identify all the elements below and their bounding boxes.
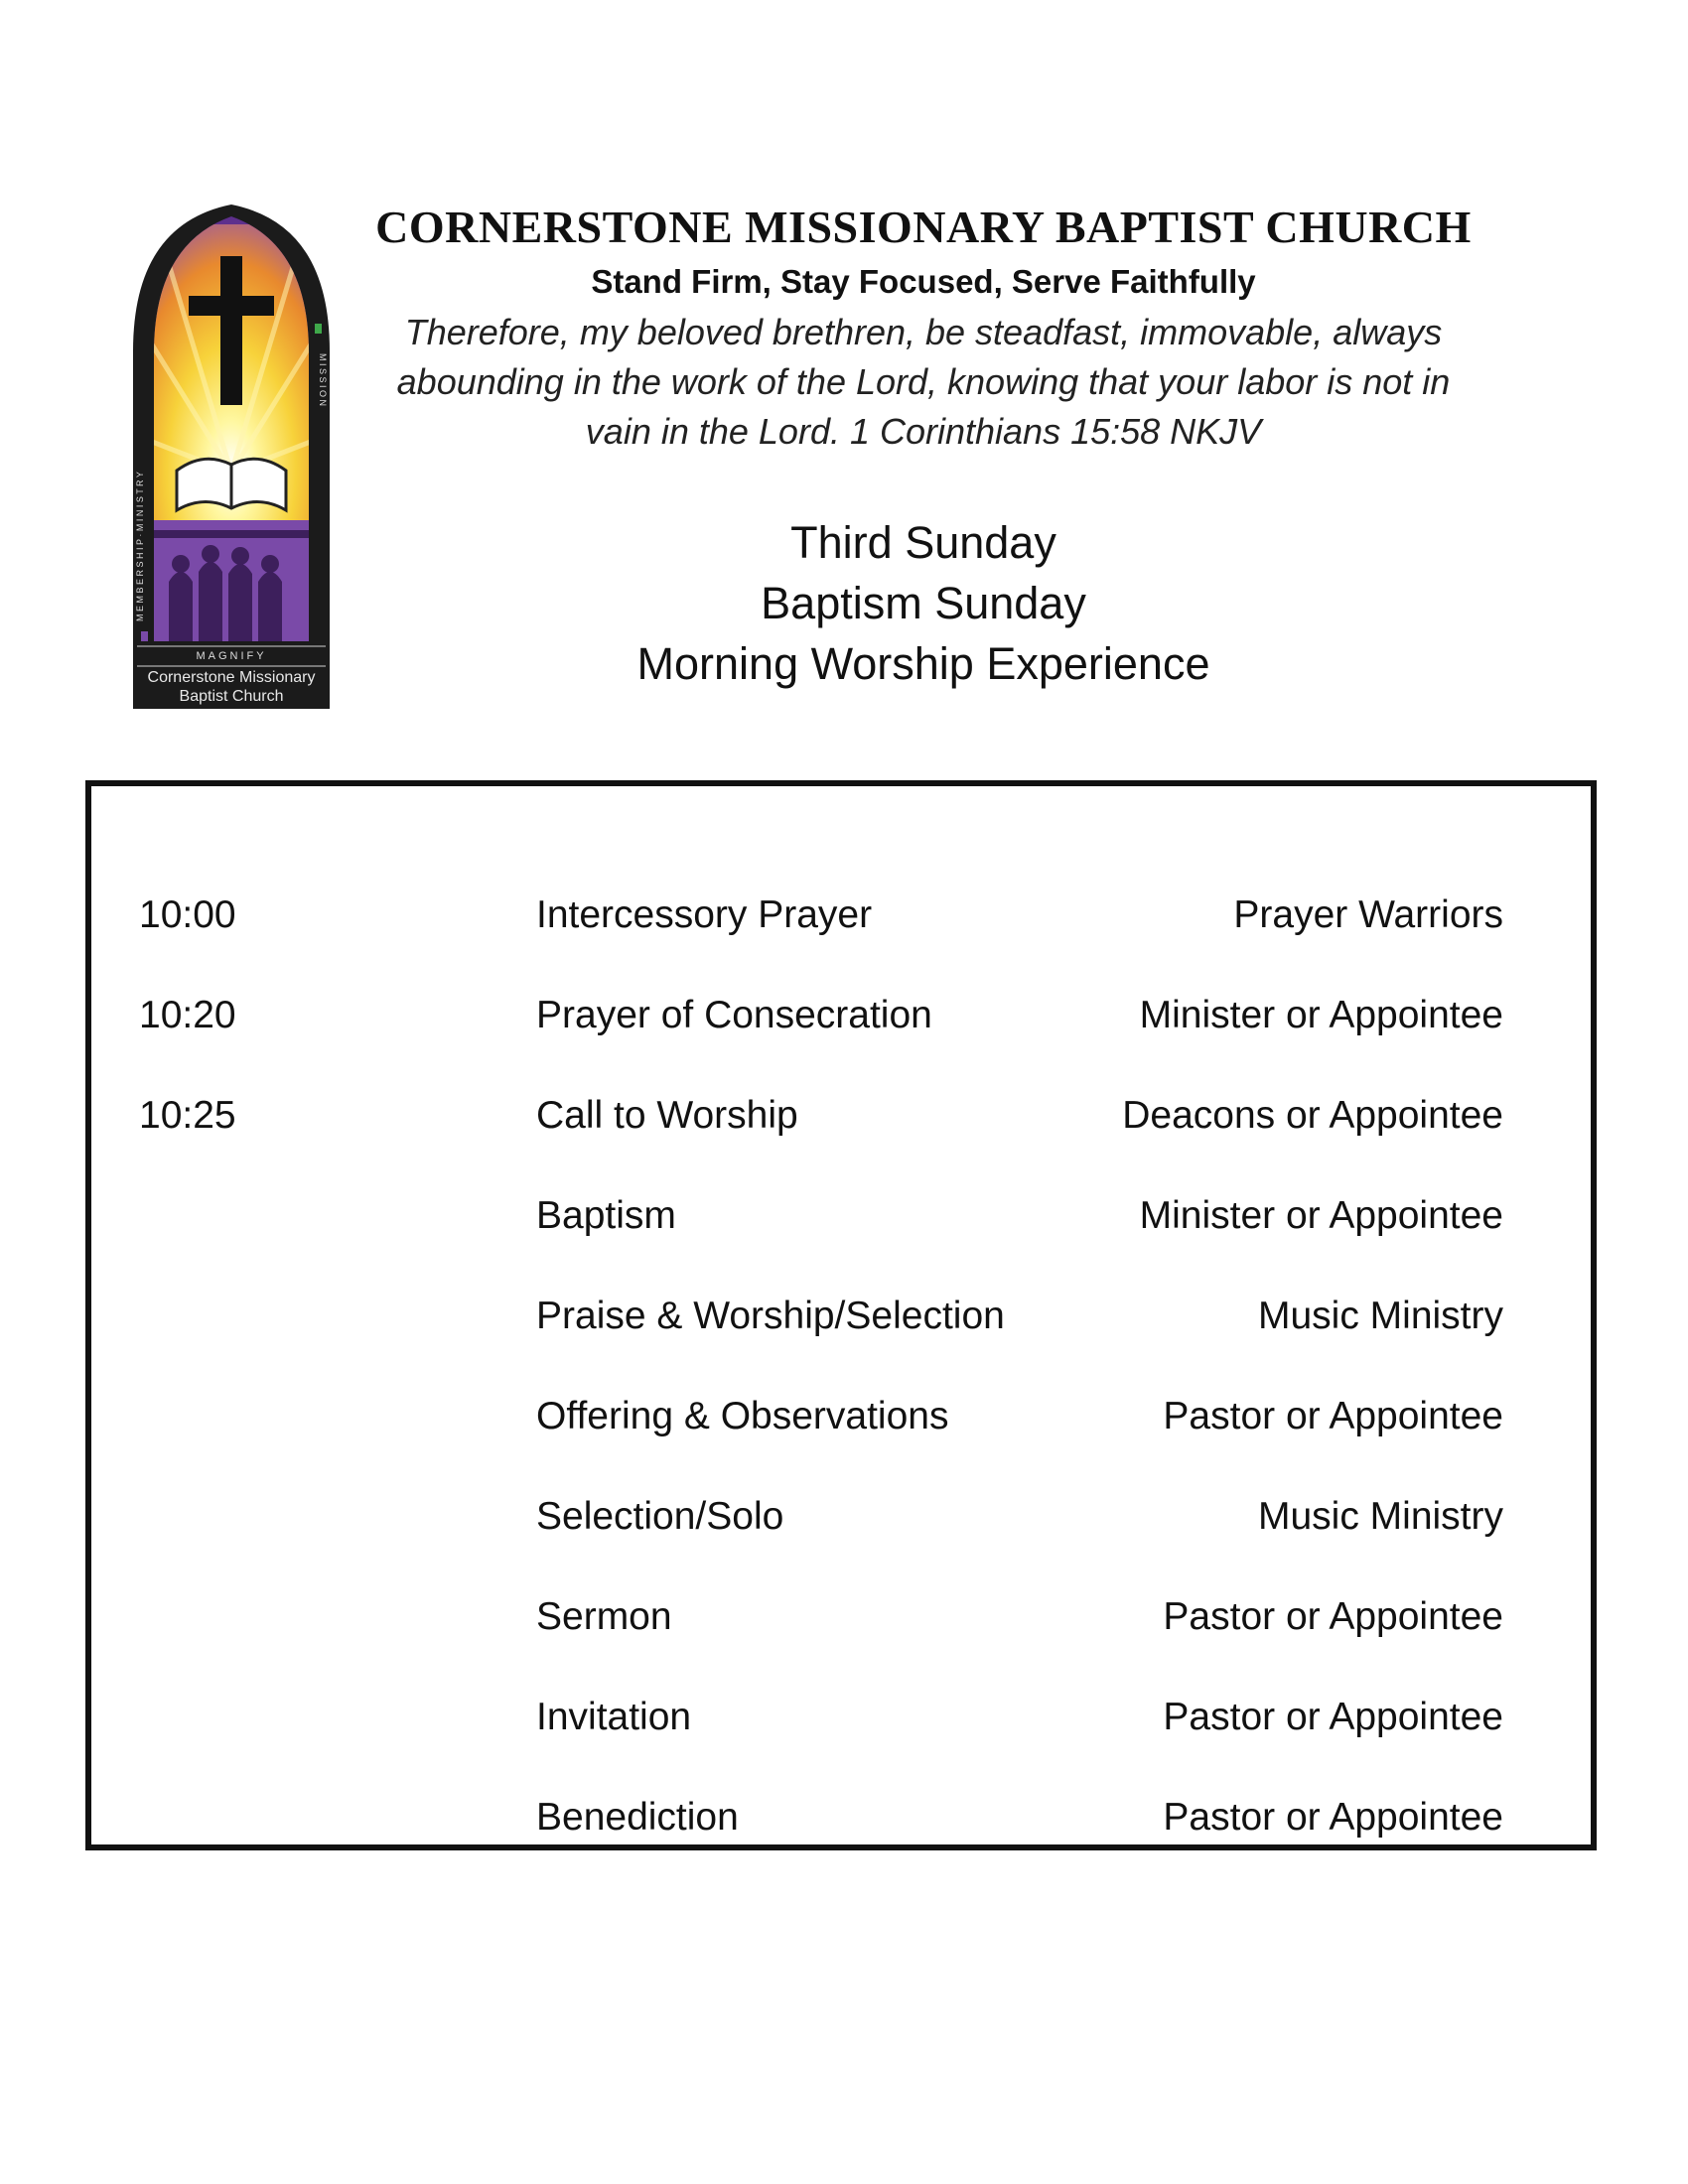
program-row [91,1293,1591,1393]
program-row [91,1092,1591,1192]
program-row [91,1393,1591,1493]
program-item: Intercessory Prayer [536,893,873,936]
church-name: CORNERSTONE MISSIONARY BAPTIST CHURCH [375,202,1472,252]
program-item: Offering & Observations [536,1395,949,1437]
program-item: Benediction [536,1796,739,1839]
order-of-service-box [85,780,1597,1850]
program-item: Prayer of Consecration [536,994,932,1036]
program-row [91,1794,1591,1850]
program-item: Selection/Solo [536,1495,784,1538]
open-book-icon [177,459,286,510]
program-leader: Pastor or Appointee [1163,1796,1503,1839]
scripture-line: Therefore, my beloved brethren, be steadfast, immovable, always [404,312,1443,352]
scripture-line: vain in the Lord. 1 Corinthians 15:58 NKJV [585,411,1262,452]
order-of-service-list [91,891,1591,1850]
program-leader: Music Ministry [1257,1495,1503,1538]
program-leader: Minister or Appointee [1139,1194,1503,1237]
program-leader: Music Ministry [1257,1295,1503,1337]
program-leader: Pastor or Appointee [1163,1395,1503,1437]
service-week: Third Sunday [790,517,1056,568]
svg-text:M I S S I O N: M I S S I O N [318,353,328,407]
program-row [91,1593,1591,1694]
program-row [91,1192,1591,1293]
program-leader: Minister or Appointee [1139,994,1503,1036]
scripture-quote [357,308,1489,457]
program-item: Praise & Worship/Selection [536,1295,1005,1337]
service-name: Morning Worship Experience [636,638,1210,689]
program-time: 10:20 [139,994,236,1036]
service-titles [338,512,1509,694]
program-time: 10:25 [139,1094,236,1137]
svg-text:M E M B E R S H I P · M I N I: M E M B E R S H I P · M I N I S T R Y [135,472,145,621]
svg-text:Baptist Church: Baptist Church [179,688,284,705]
program-row [91,1694,1591,1794]
program-item: Baptism [536,1194,676,1237]
svg-text:MAGNIFY: MAGNIFY [196,650,267,662]
program-item: Invitation [536,1696,692,1738]
church-tagline: Stand Firm, Stay Focused, Serve Faithfully [591,263,1256,300]
stained-glass-window-logo [129,205,334,709]
program-row [91,992,1591,1092]
program-leader: Pastor or Appointee [1163,1696,1503,1738]
scripture-line: abounding in the work of the Lord, knowing that your labor is not in [396,361,1451,402]
program-leader: Pastor or Appointee [1163,1595,1503,1638]
program-leader: Prayer Warriors [1233,893,1503,936]
service-occasion: Baptism Sunday [761,578,1086,628]
program-leader: Deacons or Appointee [1122,1094,1503,1137]
program-row [91,891,1591,992]
bulletin-header [338,199,1509,694]
program-item: Sermon [536,1595,672,1638]
church-logo [129,205,334,709]
program-row [91,1493,1591,1593]
program-item: Call to Worship [536,1094,798,1137]
svg-text:Cornerstone Missionary: Cornerstone Missionary [147,669,316,686]
program-time: 10:00 [139,893,236,936]
